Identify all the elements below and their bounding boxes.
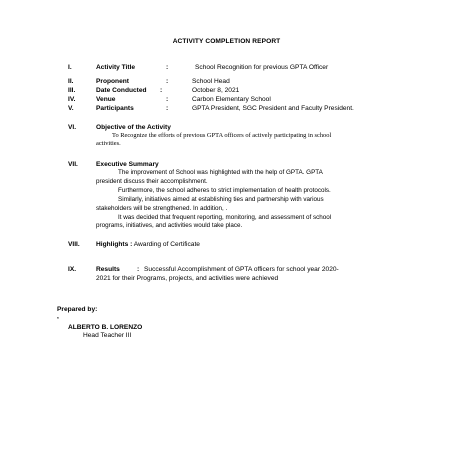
section-number: IX.	[68, 266, 77, 273]
field-value: School Head	[192, 78, 230, 85]
objective-text	[96, 132, 398, 148]
field-label: Date Conducted	[96, 87, 147, 94]
summary-line: programs, initiatives, and activities would take place.	[96, 222, 243, 230]
field-number: V.	[68, 105, 74, 112]
summary-line: stakeholders will be strengthened. In addition, .	[96, 204, 228, 212]
field-label: Activity Title	[96, 64, 136, 71]
field-number: III.	[68, 87, 76, 94]
report-title: ACTIVITY COMPLETION REPORT	[172, 38, 281, 45]
summary-line: The improvement of School was highlighted with the help of GPTA. GPTA	[118, 169, 323, 176]
field-colon: :	[166, 78, 169, 85]
results-colon: :	[137, 266, 140, 273]
field-number: IV.	[68, 96, 76, 103]
field-label: Venue	[96, 96, 116, 103]
section-label	[96, 241, 200, 249]
field-colon: :	[166, 96, 169, 103]
section-number: VI.	[68, 124, 77, 131]
field-colon: :	[166, 64, 169, 71]
highlights-value: Awarding of Certificate	[132, 241, 200, 248]
field-colon: :	[166, 105, 169, 112]
section-label: Objective of the Activity	[96, 124, 171, 131]
signatory-position: Head Teacher III	[83, 332, 132, 339]
section-label: Results	[96, 266, 120, 273]
results-line: Successful Accomplishment of GPTA officers for school year 2020-	[144, 266, 339, 273]
section-label: Executive Summary	[96, 161, 159, 168]
field-colon: :	[160, 87, 163, 94]
field-value: October 8, 2021	[192, 87, 240, 94]
field-label: Proponent	[96, 78, 129, 85]
summary-text	[96, 169, 398, 231]
highlights-label: Highlights :	[96, 241, 133, 248]
field-value: School Recognition for previous GPTA Officer	[195, 64, 329, 71]
field-value: GPTA President, SGC President and Faculty President.	[192, 105, 354, 112]
section-number: VII.	[68, 161, 78, 168]
objective-line: activities.	[96, 140, 121, 147]
field-number: II.	[68, 78, 74, 85]
summary-line: president discuss their accomplishment.	[96, 177, 208, 185]
prepared-by-mark: ,	[57, 313, 59, 320]
signatory-name: ALBERTO B. LORENZO	[68, 324, 143, 331]
summary-line: Similarly, initiatives aimed at establishing ties and partnership with various	[118, 195, 324, 203]
summary-line: It was decided that frequent reporting, monitoring, and assessment of school	[118, 213, 332, 221]
objective-line: To Recognize the efforts of previous GPTA officers of actively participating in school	[112, 132, 332, 139]
field-value: Carbon Elementary School	[192, 96, 271, 103]
section-number: VIII.	[68, 241, 80, 248]
field-label: Participants	[96, 105, 134, 112]
field-number: I.	[68, 64, 72, 71]
summary-line: Furthermore, the school adheres to strict implementation of health protocols.	[118, 186, 331, 194]
prepared-by-label: Prepared by:	[57, 306, 98, 313]
results-line: 2021 for their Programs, projects, and activities were achieved	[96, 275, 279, 282]
